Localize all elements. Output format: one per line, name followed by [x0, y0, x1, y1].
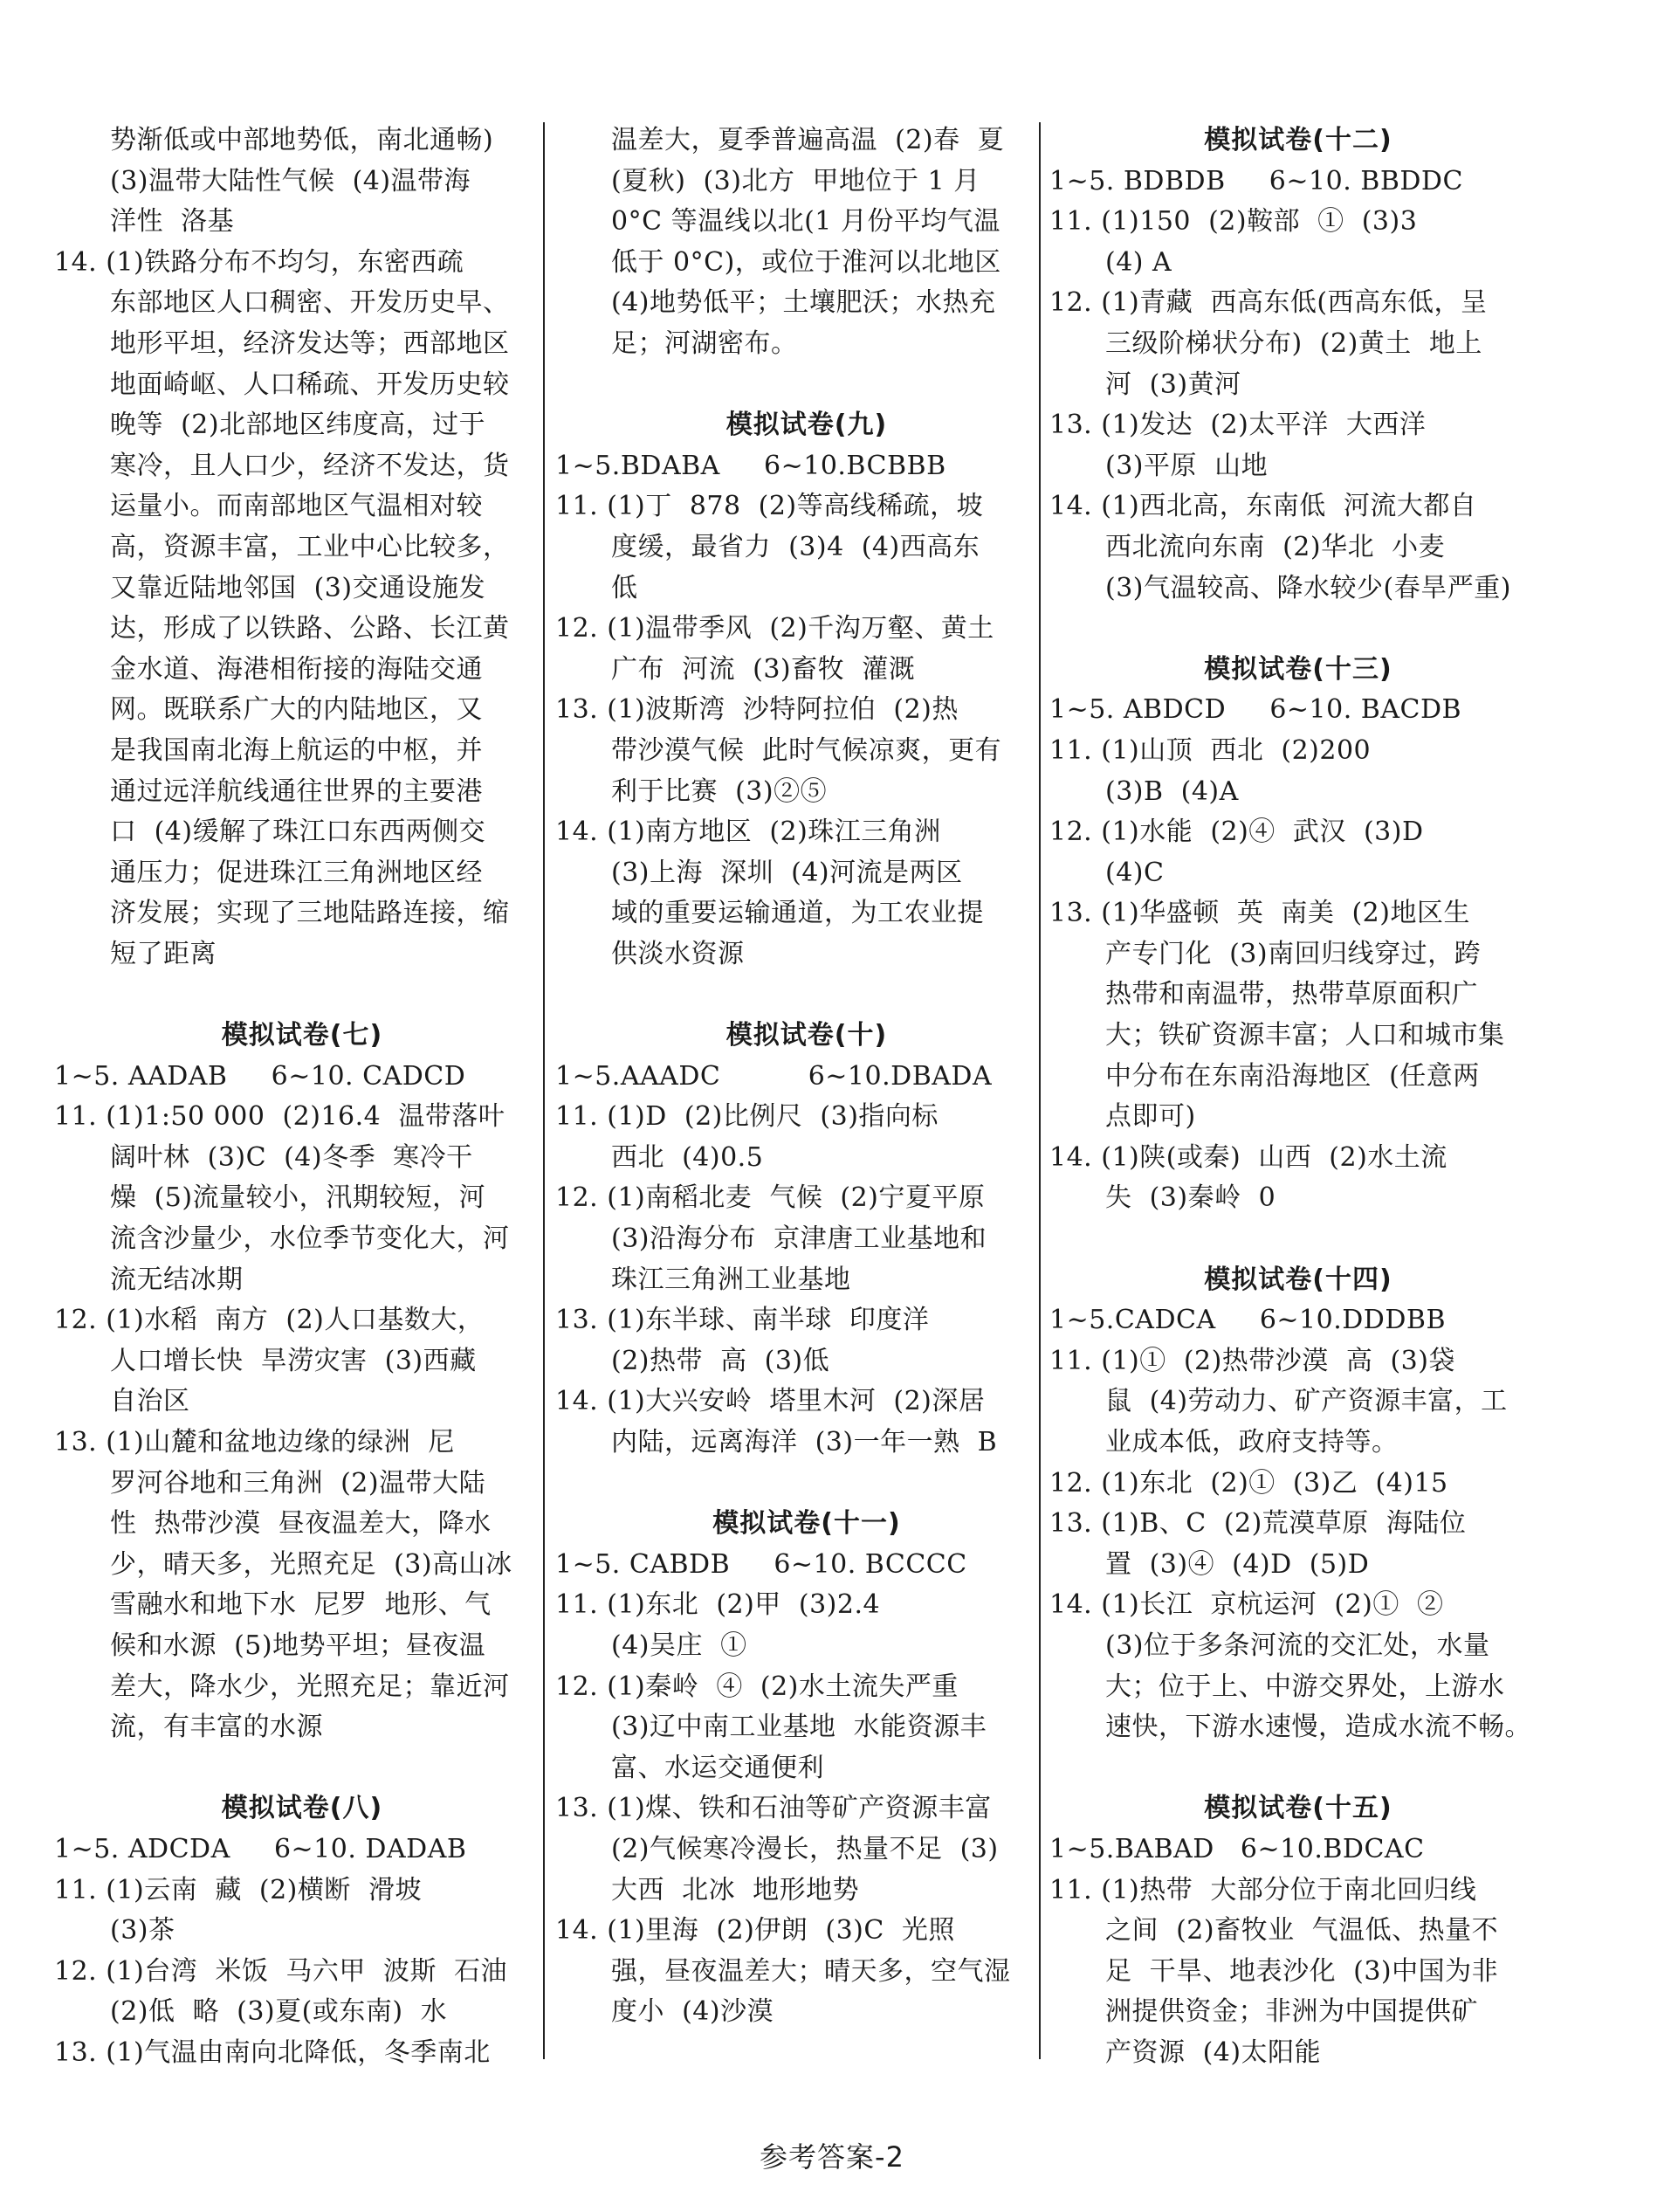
answer-line: 1~5. ABDCD 6~10. BACDB	[1049, 694, 1462, 726]
answer-line-continued: 高，资源丰富，工业中心比较多，	[110, 531, 510, 562]
answer-line-continued: 河 (3)黄河	[1105, 369, 1241, 400]
answer-line: 1~5.BDABA 6~10.BCBBB	[555, 450, 946, 481]
answer-line-continued: 流无结冰期	[110, 1264, 244, 1295]
answer-line-continued: (3)温带大陆性气候 (4)温带海	[110, 165, 471, 196]
answer-line: 14. (1)西北高，东南低 河流大都自	[1049, 491, 1477, 522]
answer-line: 11. (1)丁 878 (2)等高线稀疏，坡	[555, 491, 984, 522]
section-gap	[1049, 1219, 1547, 1260]
answer-line-continued: 鼠 (4)劳动力、矿产资源丰富，工	[1105, 1386, 1508, 1417]
answer-line-continued: 流含沙量少，水位季节变化大，河	[110, 1223, 510, 1255]
answer-line: 12. (1)秦岭 ④ (2)水土流失严重	[555, 1671, 959, 1702]
answer-line-continued: 强，昼夜温差大；晴天多，空气湿	[611, 1955, 1011, 1987]
answer-line: 12. (1)水能 (2)④ 武汉 (3)D	[1049, 817, 1424, 848]
answer-line-continued: 产专门化 (3)南回归线穿过，跨	[1105, 938, 1482, 969]
answer-line-continued: 低	[611, 572, 638, 603]
answer-line-continued: 足；河湖密布。	[611, 327, 798, 359]
answer-line-continued: 口 (4)缓解了珠江口东西两侧交	[110, 817, 486, 848]
answer-line-continued: (3)上海 深圳 (4)河流是两区	[611, 857, 963, 888]
answer-line-continued: (3)气温较高、降水较少(春旱严重)	[1105, 572, 1511, 603]
section-heading: 模拟试卷(十五)	[1204, 1793, 1392, 1824]
answer-line: 13. (1)山麓和盆地边缘的绿洲 尼	[54, 1427, 455, 1457]
answer-line-continued: (夏秋) (3)北方 甲地位于 1 月	[611, 165, 980, 196]
answer-line-continued: 珠江三角洲工业基地	[611, 1264, 851, 1295]
page-footer: 参考答案-2	[760, 2140, 904, 2174]
answer-line-continued: 少，晴天多，光照充足 (3)高山冰	[110, 1548, 512, 1580]
answer-line: 13. (1)B、C (2)荒漠草原 海陆位	[1049, 1508, 1467, 1540]
answer-line-continued: (4)吴庄 ①	[611, 1630, 747, 1661]
answer-line-continued: 济发展；实现了三地陆路连接，缩	[110, 898, 510, 929]
answer-line-continued: 短了距离	[110, 938, 217, 969]
section-heading: 模拟试卷(十三)	[1204, 653, 1392, 685]
answer-line: 13. (1)东半球、南半球 印度洋	[555, 1305, 930, 1336]
answer-line-continued: 大；位于上、中游交界处，上游水	[1105, 1671, 1505, 1702]
answer-line: 11. (1)① (2)热带沙漠 高 (3)袋	[1049, 1345, 1455, 1376]
answer-line-continued: 点即可)	[1105, 1101, 1196, 1133]
answer-line: 1~5.AAADC 6~10.DBADA	[555, 1060, 993, 1092]
answer-line-continued: 性 热带沙漠 昼夜温差大，降水	[110, 1508, 492, 1540]
answer-line-continued: (3)平原 山地	[1105, 450, 1269, 481]
answer-line: 11. (1)150 (2)鞍部 ① (3)3	[1049, 206, 1418, 238]
answer-line-continued: (2)热带 高 (3)低	[611, 1345, 830, 1376]
section-gap	[555, 975, 1058, 1016]
answer-line-continued: 地面崎岖、人口稀疏、开发历史较	[110, 369, 510, 400]
answer-line-continued: 低于 0°C)，或位于淮河以北地区	[611, 246, 1001, 278]
answer-line-continued: 自治区	[110, 1386, 190, 1417]
answer-line-continued: 势渐低或中部地势低，南北通畅)	[110, 125, 494, 155]
answer-line-continued: 置 (3)④ (4)D (5)D	[1105, 1548, 1370, 1580]
answer-line-continued: 温差大，夏季普遍高温 (2)春 夏	[611, 125, 1005, 155]
answer-line: 1~5. CABDB 6~10. BCCCC	[555, 1548, 967, 1580]
answer-line-continued: 之间 (2)畜牧业 气温低、热量不	[1105, 1915, 1499, 1947]
answer-line-continued: 网。既联系广大的内陆地区，又	[110, 694, 483, 726]
answer-line-continued: 东部地区人口稠密、开发历史早、	[110, 287, 510, 319]
answer-line-continued: 流，有丰富的水源	[110, 1712, 323, 1743]
answer-line: 12. (1)水稻 南方 (2)人口基数大，	[54, 1305, 485, 1336]
answer-line-continued: 中分布在东南沿海地区 (任意两	[1105, 1060, 1480, 1092]
answer-line-continued: 运量小。而南部地区气温相对较	[110, 491, 483, 522]
answer-line-continued: 带沙漠气候 此时气候凉爽，更有	[611, 734, 1002, 766]
answer-line-continued: 足 干旱、地表沙化 (3)中国为非	[1105, 1955, 1499, 1987]
answer-line-continued: 大西 北冰 地形地势	[611, 1874, 860, 1905]
answer-line-continued: 人口增长快 旱涝灾害 (3)西藏	[110, 1345, 477, 1376]
answer-line-continued: (3)茶	[110, 1915, 175, 1947]
answer-line: 11. (1)1:50 000 (2)16.4 温带落叶	[54, 1101, 505, 1133]
answer-line-continued: (4)地势低平；土壤肥沃；水热充	[611, 287, 996, 319]
answer-line-continued: (3)位于多条河流的交汇处，水量	[1105, 1630, 1490, 1661]
answer-line-continued: 候和水源 (5)地势平坦；昼夜温	[110, 1630, 486, 1661]
answer-line-continued: 罗河谷地和三角洲 (2)温带大陆	[110, 1467, 486, 1499]
answer-line-continued: 地形平坦，经济发达等；西部地区	[110, 327, 510, 359]
answer-line: 11. (1)山顶 西北 (2)200	[1049, 734, 1372, 766]
column-middle	[555, 121, 1058, 2033]
answer-line-continued: 是我国南北海上航运的中枢，并	[110, 734, 483, 766]
section-heading: 模拟试卷(十)	[725, 1020, 888, 1051]
answer-line: 1~5. AADAB 6~10. CADCD	[54, 1060, 466, 1092]
answer-line: 14. (1)长江 京杭运河 (2)① ②	[1049, 1589, 1444, 1621]
answer-line: 14. (1)陕(或秦) 山西 (2)水土流	[1049, 1141, 1447, 1173]
answer-line: 12. (1)青藏 西高东低(西高东低，呈	[1049, 287, 1488, 319]
answer-line: 14. (1)铁路分布不均匀，东密西疏	[54, 246, 464, 278]
answer-line-continued: 广布 河流 (3)畜牧 灌溉	[611, 653, 916, 685]
answer-line: 13. (1)华盛顿 英 南美 (2)地区生	[1049, 898, 1470, 929]
answer-line: 14. (1)大兴安岭 塔里木河 (2)深居	[555, 1386, 986, 1417]
answer-line: 11. (1)D (2)比例尺 (3)指向标	[555, 1101, 939, 1133]
answer-line-continued: 三级阶梯状分布) (2)黄土 地上	[1105, 327, 1482, 359]
column-left	[54, 121, 550, 2074]
answer-line-continued: 晚等 (2)北部地区纬度高，过于	[110, 410, 486, 441]
answer-line-continued: 业成本低，政府支持等。	[1105, 1427, 1399, 1457]
answer-line: 13. (1)煤、铁和石油等矿产资源丰富	[555, 1793, 992, 1824]
answer-line: 14. (1)里海 (2)伊朗 (3)C 光照	[555, 1915, 955, 1947]
answer-line-continued: 热带和南温带，热带草原面积广	[1105, 979, 1478, 1010]
answer-line-continued: (4) A	[1105, 246, 1172, 278]
answer-line-continued: 寒冷，且人口少，经济不发达，货	[110, 450, 510, 481]
answer-line-continued: 0°C 等温线以北(1 月份平均气温	[611, 206, 1000, 238]
section-gap	[1049, 609, 1547, 650]
column-divider	[1039, 122, 1041, 2059]
answer-line-continued: 度小 (4)沙漠	[611, 1996, 774, 2028]
answer-line-continued: (4)C	[1105, 857, 1165, 888]
section-heading: 模拟试卷(十一)	[712, 1508, 901, 1540]
answer-line: 1~5.CADCA 6~10.DDDBB	[1049, 1305, 1447, 1336]
answer-line-continued: 内陆，远离海洋 (3)一年一熟 B	[611, 1427, 998, 1457]
answer-line-continued: (2)气候寒冷漫长，热量不足 (3)	[611, 1833, 999, 1864]
answer-line-continued: 又靠近陆地邻国 (3)交通设施发	[110, 572, 486, 603]
answer-line-continued: 达，形成了以铁路、公路、长江黄	[110, 613, 510, 644]
answer-line-continued: 阔叶林 (3)C (4)冬季 寒冷干	[110, 1141, 473, 1173]
answer-line: 13. (1)发达 (2)太平洋 大西洋	[1049, 410, 1427, 441]
answer-line-continued: (3)沿海分布 京津唐工业基地和	[611, 1223, 987, 1255]
answer-line: 12. (1)南稻北麦 气候 (2)宁夏平原	[555, 1182, 986, 1214]
section-heading: 模拟试卷(九)	[725, 410, 888, 441]
section-gap	[555, 365, 1058, 406]
answer-line: 12. (1)台湾 米饭 马六甲 波斯 石油	[54, 1955, 508, 1987]
answer-line-continued: 雪融水和地下水 尼罗 地形、气	[110, 1589, 492, 1621]
answer-line-continued: 西北流向东南 (2)华北 小麦	[1105, 531, 1446, 562]
answer-line-continued: 大；铁矿资源丰富；人口和城市集	[1105, 1020, 1505, 1051]
answer-line-continued: 富、水运交通便利	[611, 1752, 824, 1783]
answer-line: 1~5.BABAD 6~10.BDCAC	[1049, 1833, 1425, 1864]
section-heading: 模拟试卷(十二)	[1204, 125, 1392, 155]
section-gap	[555, 1464, 1058, 1505]
answer-line-continued: 差大，降水少，光照充足；靠近河	[110, 1671, 510, 1702]
section-heading: 模拟试卷(七)	[221, 1020, 383, 1051]
answer-line-continued: 西北 (4)0.5	[611, 1141, 764, 1173]
answer-line-continued: (3)B (4)A	[1105, 775, 1239, 807]
answer-line-continued: 通压力；促进珠江三角洲地区经	[110, 857, 483, 888]
answer-line-continued: 通过远洋航线通往世界的主要港	[110, 775, 483, 807]
answer-line: 13. (1)波斯湾 沙特阿拉伯 (2)热	[555, 694, 959, 726]
answer-line: 12. (1)东北 (2)① (3)乙 (4)15	[1049, 1467, 1448, 1499]
answer-line-continued: (2)低 略 (3)夏(或东南) 水	[110, 1996, 448, 2028]
answer-line-continued: 供淡水资源	[611, 938, 745, 969]
answer-line: 14. (1)南方地区 (2)珠江三角洲	[555, 817, 941, 848]
answer-line-continued: 金水道、海港相衔接的海陆交通	[110, 653, 483, 685]
answer-line: 12. (1)温带季风 (2)千沟万壑、黄土	[555, 613, 994, 644]
answer-line-continued: 燥 (5)流量较小，汛期较短，河	[110, 1182, 486, 1214]
answer-line-continued: 度缓，最省力 (3)4 (4)西高东	[611, 531, 980, 562]
section-heading: 模拟试卷(八)	[221, 1793, 383, 1824]
answer-line-continued: 速快，下游水速慢，造成水流不畅。	[1105, 1712, 1531, 1743]
section-gap	[54, 1748, 550, 1789]
answer-line-continued: 洋性 洛基	[110, 206, 235, 238]
section-gap	[54, 975, 550, 1016]
column-right	[1049, 121, 1547, 2074]
section-gap	[1049, 1748, 1547, 1789]
answer-line: 1~5. BDBDB 6~10. BBDDC	[1049, 165, 1463, 196]
column-divider	[543, 122, 545, 2059]
answer-line: 11. (1)热带 大部分位于南北回归线	[1049, 1874, 1477, 1905]
answer-line: 1~5. ADCDA 6~10. DADAB	[54, 1833, 467, 1864]
answer-line: 11. (1)云南 藏 (2)横断 滑坡	[54, 1874, 422, 1905]
answer-line-continued: (3)辽中南工业基地 水能资源丰	[611, 1712, 987, 1743]
answer-line-continued: 洲提供资金；非洲为中国提供矿	[1105, 1996, 1478, 2028]
section-heading: 模拟试卷(十四)	[1204, 1264, 1392, 1295]
answer-line-continued: 失 (3)秦岭 0	[1105, 1182, 1276, 1214]
answer-line-continued: 产资源 (4)太阳能	[1105, 2036, 1322, 2068]
answer-line-continued: 域的重要运输通道，为工农业提	[611, 898, 984, 929]
answer-line: 11. (1)东北 (2)甲 (3)2.4	[555, 1589, 881, 1621]
answer-line: 13. (1)气温由南向北降低，冬季南北	[54, 2036, 491, 2068]
answer-line-continued: 利于比赛 (3)②⑤	[611, 775, 828, 807]
